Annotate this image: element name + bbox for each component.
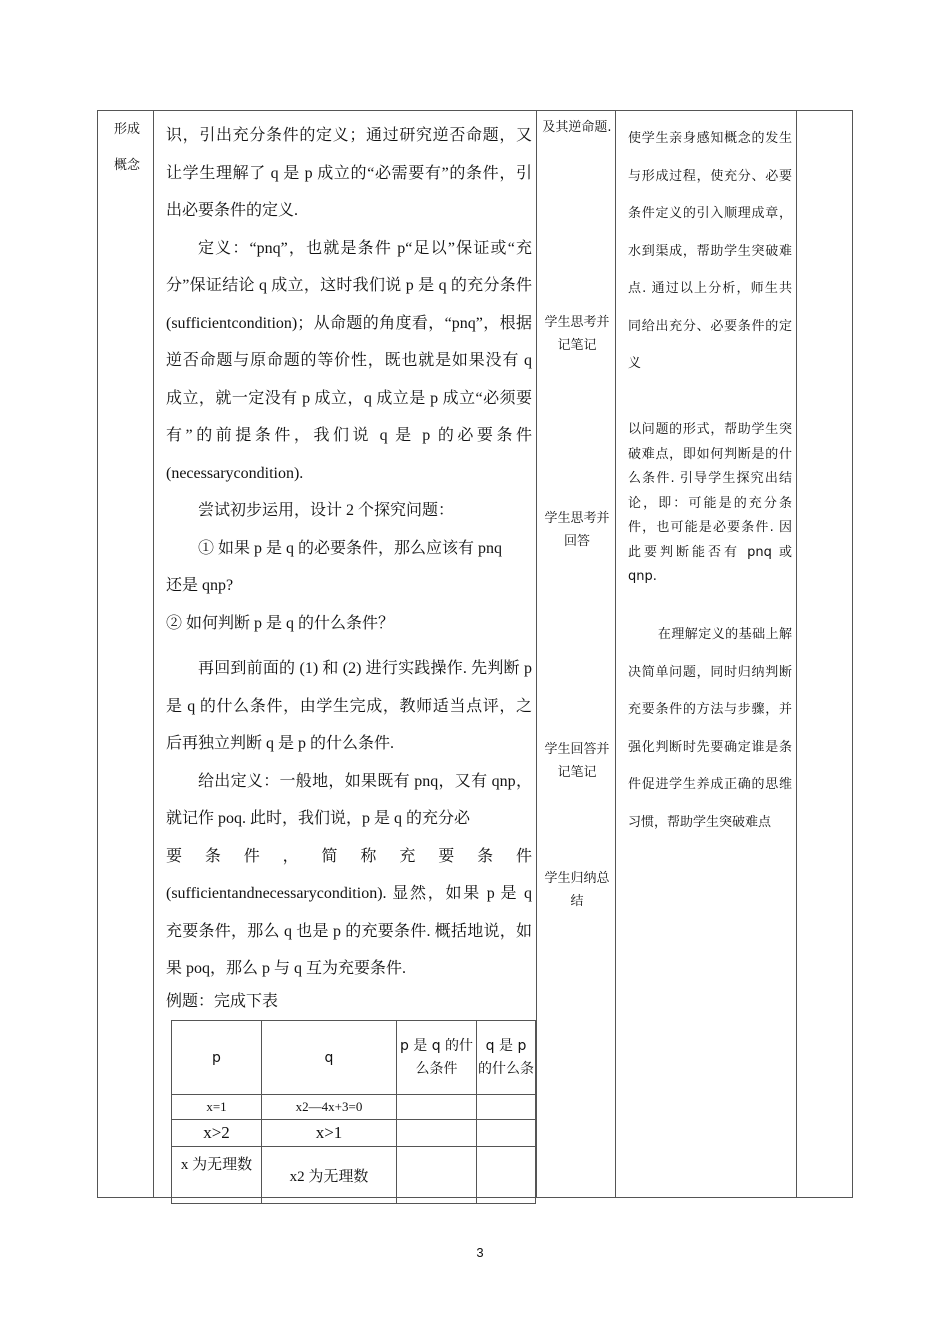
teaching-content [166,117,532,1016]
cell-q: x2—4x+3=0 [262,1095,397,1120]
header-q: q [262,1021,397,1095]
cell-answer [477,1120,536,1147]
cell-answer [397,1095,477,1120]
column-divider-4 [796,110,797,1198]
question-1-cont: 还是 qnp? [166,577,234,594]
paragraph-practice: 再回到前面的 (1) 和 (2) 进行实践操作. 先判断 p 是 q 的什么条件，由学生完成，教师适当点评，之后再独立判断 q 是 p 的什么条件. [166,660,532,752]
cell-p: x 为无理数 [172,1147,262,1204]
paragraph-definition: 定义：“pnq”，也就是条件 p“足以”保证或“充分”保证结论 q 成立，这时我们说 p 是 q 的充分条件 (sufficientcondition)；从命题的角度看，“pnq”，根据逆否命题与原命题的等价性，既也就是如果没有 q 成立，就一定没有 p 成立，q 成立是 p 成立“必须要有”的前提条件，我们说 q 是 p 的必要条件 (necessarycondition). [166,239,532,482]
header-p-to-q: p 是 q 的什么条件 [397,1021,477,1095]
column-divider-2 [536,110,537,1198]
student-activity-1: 及其逆命题. [542,120,612,135]
paragraph-iff-1: 给出定义：一般地，如果既有 pnq，又有 qnp，就记作 poq. 此时，我们说，p 是 q 的充分必 [166,772,532,827]
design-intent-2: 以问题的形式，帮助学生突破难点，即如何判断是的什么条件. 引导学生探究出结论，即：可能是的充分条件，也可能是必要条件. 因此要判断能否有 pnq 或 qnp. [628,422,792,584]
cell-answer [397,1147,477,1204]
header-q-to-p: q 是 p 的什么条 [477,1021,536,1095]
design-intent-3: 在理解定义的基础上解决简单问题，同时归纳判断充要条件的方法与步骤，并强化判断时先要确定谁是条件促进学生养成正确的思维习惯，帮助学生突破难点 [628,627,792,830]
cell-answer [477,1147,536,1204]
column-divider-3 [615,110,616,1198]
header-p: p [172,1021,262,1095]
cell-q: x2 为无理数 [262,1147,397,1204]
student-activity-2: 学生思考并记笔记 [544,315,610,353]
question-1: ① 如果 p 是 q 的必要条件，那么应该有 pnq [198,539,503,557]
cell-q: x>1 [262,1120,397,1147]
paragraph-try: 尝试初步运用，设计 2 个探究问题： [198,502,455,519]
cell-p: x=1 [172,1095,262,1120]
question-2: ② 如何判断 p 是 q 的什么条件？ [166,614,395,632]
design-intent-1: 使学生亲身感知概念的发生与形成过程，使充分、必要条件定义的引入顺理成章，水到渠成，帮助学生突破难点. 通过以上分析，师生共同给出充分、必要条件的定义 [628,131,792,371]
table-row [172,1095,536,1120]
student-activity-3: 学生思考并回答 [544,511,610,549]
example-table-header [172,1021,536,1095]
student-activity-5: 学生归纳总结 [544,871,610,909]
student-activity-4: 学生回答并记笔记 [544,742,610,780]
cell-p: x>2 [172,1120,262,1147]
column-divider-1 [153,110,154,1198]
page-number: 3 [476,1245,484,1260]
paragraph-iff-2: 要 条 件 ， 简 称 充 要 条 件 [166,847,532,865]
stage-label: 形成 概念 [113,122,140,173]
paragraph-1: 识，引出充分条件的定义；通过研究逆否命题，又让学生理解了 q 是 p 成立的“必需要有”的条件，引出必要条件的定义. [166,127,532,219]
example-table [171,1020,536,1204]
paragraph-iff-3: (sufficientandnecessarycondition). 显然，如果 p 是 q 充要条件，那么 q 也是 p 的充要条件. 概括地说，如果 poq，那么 p 与 q 互为充要条件. [166,885,532,977]
example-title: 例题：完成下表 [166,992,279,1010]
cell-answer [397,1120,477,1147]
table-row [172,1120,536,1147]
cell-answer [477,1095,536,1120]
table-row [172,1147,536,1204]
